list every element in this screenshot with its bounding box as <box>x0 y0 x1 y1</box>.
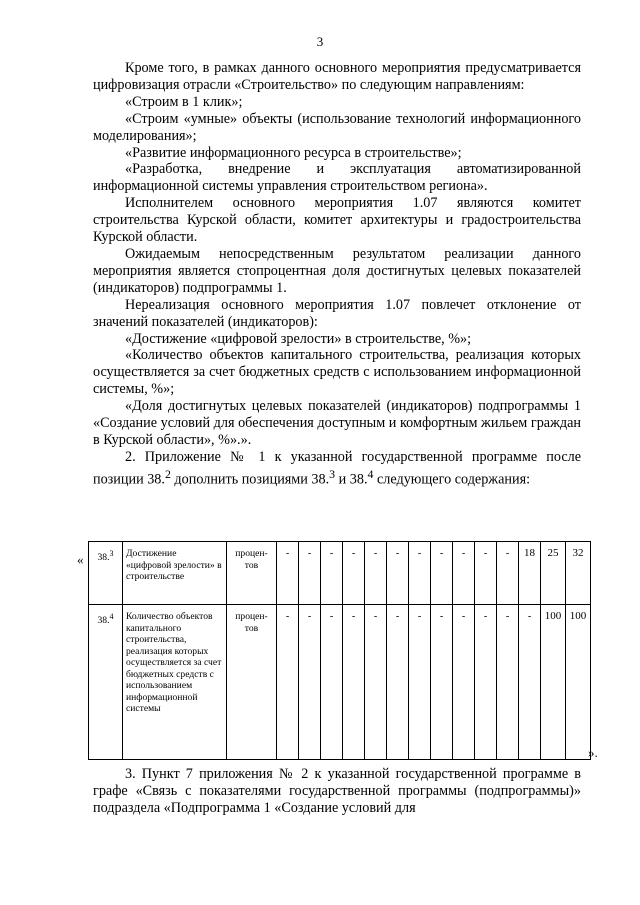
value-cell: - <box>431 605 453 760</box>
paragraph: «Разработка, внедрение и эксплуатация автоматизированной информационной системы управления строительством региона». <box>93 161 581 195</box>
paragraph: «Развитие информационного ресурса в строительстве»; <box>125 144 462 161</box>
item-3-paragraph: 3. Пункт 7 приложения № 2 к указанной государственной программе в графе «Связь с показателями государственной программы (подпрограммы)» подраздела «Подпрограмма 1 «Создание условий для <box>93 766 581 816</box>
bottom-text <box>93 766 581 817</box>
value-cell: 18 <box>519 542 541 605</box>
value-cell: - <box>519 605 541 760</box>
indicator-name: Количество объектов капитального строительства, реализация которых осуществляется за счет бюджетных средств с использованием информационной системы <box>123 605 227 760</box>
item-2-text: дополнить позициями 38. <box>170 471 330 488</box>
value-cell: - <box>409 542 431 605</box>
superscript: 3 <box>329 466 336 481</box>
closing-quote: ». <box>588 745 598 760</box>
value-cell: - <box>299 542 321 605</box>
value-cell: - <box>409 605 431 760</box>
table-row <box>89 542 591 605</box>
value-cell: - <box>497 605 519 760</box>
paragraph: Кроме того, в рамках данного основного мероприятия предусматривается цифровизация отрасли «Строительство» по следующим направлениям: <box>93 60 581 93</box>
superscript: 4 <box>367 466 374 481</box>
paragraph: Исполнителем основного мероприятия 1.07 являются комитет строительства Курской области, комитет архитектуры и градостроительства Курской области. <box>93 195 581 246</box>
value-cell: - <box>277 605 299 760</box>
value-cell: - <box>365 605 387 760</box>
value-cell: 25 <box>541 542 566 605</box>
table-row <box>89 605 591 760</box>
paragraph: «Достижение «цифровой зрелости» в строительстве, %»; <box>125 330 472 347</box>
paragraph: Нереализация основного мероприятия 1.07 повлечет отклонение от значений показателей (индикаторов): <box>93 296 581 330</box>
row-number: 38.$^3$ <box>89 542 123 605</box>
value-cell: - <box>453 605 475 760</box>
paragraph: Ожидаемым непосредственным результатом реализации данного мероприятия является стопроцентная доля достигнутых целевых показателей (индикаторов) подпрограммы 1. <box>93 245 581 296</box>
value-cell: - <box>365 542 387 605</box>
value-cell: - <box>321 542 343 605</box>
paragraph: «Строим «умные» объекты (использование технологий информационного моделирования»; <box>93 110 581 144</box>
item-2-text: и 38. <box>335 471 368 488</box>
unit-cell: процен-тов <box>227 605 277 760</box>
value-cell: - <box>277 542 299 605</box>
value-cell: - <box>497 542 519 605</box>
body-text <box>93 60 581 488</box>
value-cell: - <box>453 542 475 605</box>
value-cell: 100 <box>566 605 591 760</box>
item-2-text: 2. Приложение № 1 к указанной государственной программе после позиции 38. <box>93 448 581 488</box>
value-cell: - <box>475 542 497 605</box>
item-2-paragraph <box>93 449 581 489</box>
value-cell: - <box>343 542 365 605</box>
value-cell: - <box>431 542 453 605</box>
value-cell: - <box>321 605 343 760</box>
indicators-table <box>88 541 591 760</box>
page-number: 3 <box>316 34 324 49</box>
paragraph: «Строим в 1 клик»; <box>125 93 243 110</box>
paragraph: «Количество объектов капитального строительства, реализация которых осуществляется за счет бюджетных средств с использованием информационной системы, %»; <box>93 347 581 398</box>
paragraph: «Доля достигнутых целевых показателей (индикаторов) подпрограммы 1 «Создание условий для обеспечения доступным и комфортным жильем граждан в Курской области», %».». <box>93 398 581 448</box>
superscript: 2 <box>164 466 171 481</box>
row-number: 38.$^4$ <box>89 605 123 760</box>
value-cell: - <box>343 605 365 760</box>
value-cell: - <box>475 605 497 760</box>
value-cell: 32 <box>566 542 591 605</box>
opening-quote: « <box>77 552 84 567</box>
value-cell: 100 <box>541 605 566 760</box>
value-cell: - <box>387 542 409 605</box>
unit-cell: процен-тов <box>227 542 277 605</box>
value-cell: - <box>299 605 321 760</box>
item-2-text: следующего содержания: <box>373 471 531 488</box>
value-cell: - <box>387 605 409 760</box>
indicator-name: Достижение «цифровой зрелости» в строительстве <box>123 542 227 605</box>
